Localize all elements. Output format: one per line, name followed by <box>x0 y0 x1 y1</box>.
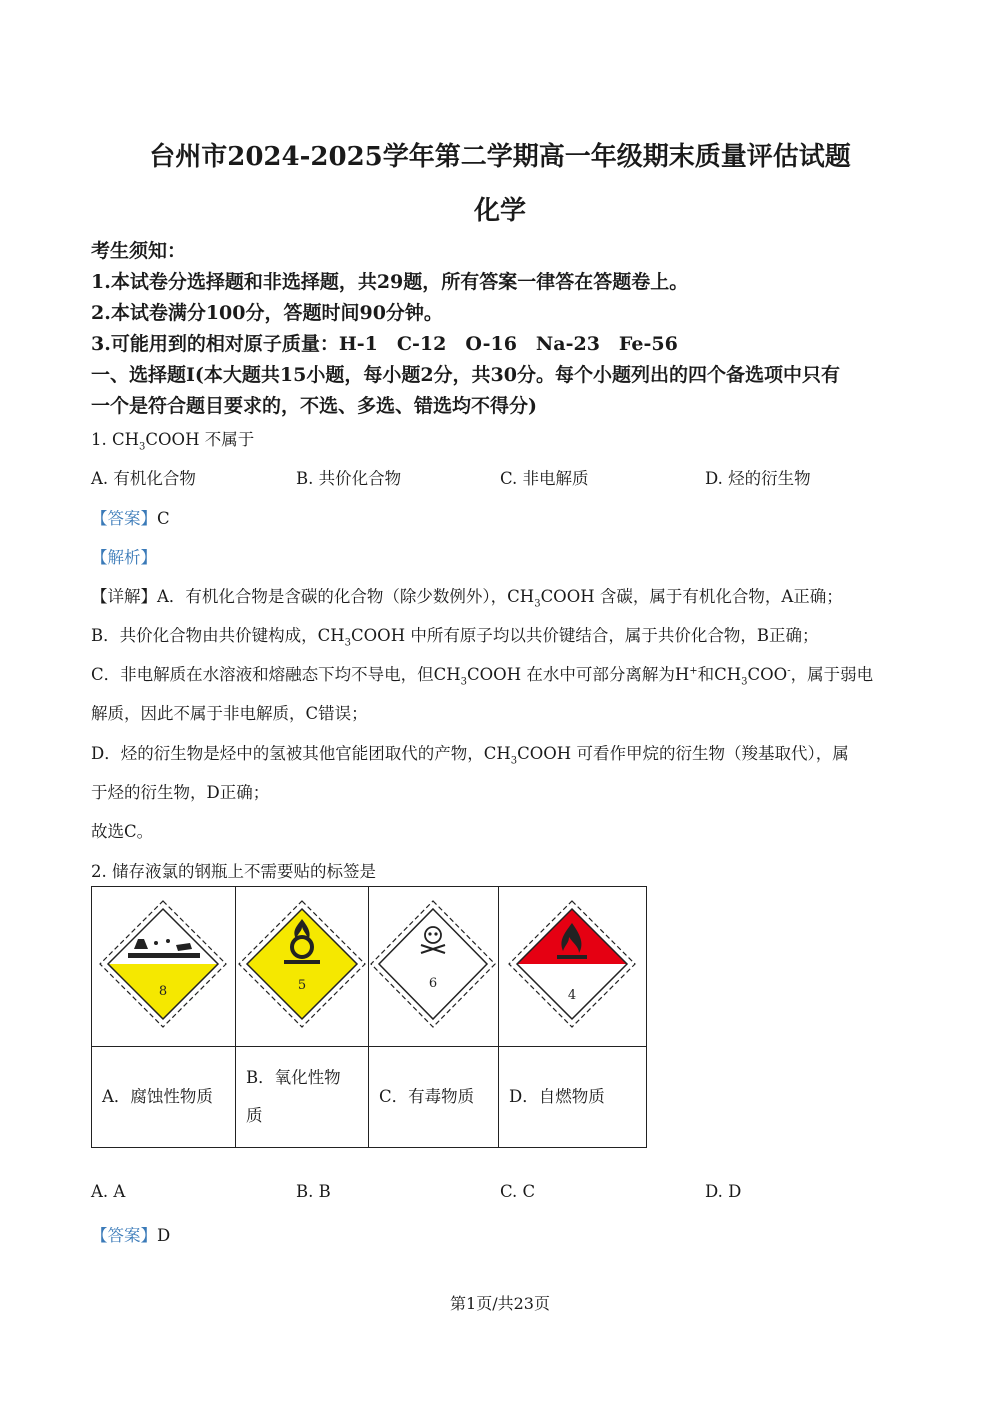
toxic-diamond-icon <box>369 887 498 1042</box>
q1-option-a: A. 有机化合物 <box>91 469 196 488</box>
label-number-6: 6 <box>428 976 438 991</box>
page-footer: 第1页/共23页 <box>450 1294 550 1313</box>
question-1-stem: 1. $CH_3COOH$ 不属于 <box>91 430 255 453</box>
notice-item-1: 1.本试卷分选择题和非选择题，共29题，所有答案一律答在答题卷上。 <box>91 271 689 293</box>
label-caption-d: D．自燃物质 <box>499 1047 647 1148</box>
q2-option-d: D. D <box>705 1182 742 1201</box>
section-heading-line1: 一、选择题I(本大题共15小题，每小题2分，共30分。每个小题列出的四个备选项中只有 <box>91 364 840 386</box>
label-cell-toxic <box>369 887 499 1047</box>
label-caption-c: C．有毒物质 <box>369 1047 499 1148</box>
q1-analysis-tag: 【解析】 <box>91 548 157 567</box>
label-number-8: 8 <box>158 984 168 999</box>
label-cell-oxidizer <box>236 887 369 1047</box>
q1-option-b: B. 共价化合物 <box>296 469 402 488</box>
notice-item-2: 2.本试卷满分100分，答题时间90分钟。 <box>91 302 443 324</box>
label-caption-a: A．腐蚀性物质 <box>92 1047 236 1148</box>
q2-option-b: B. B <box>296 1182 331 1201</box>
subject-title: 化学 <box>473 196 526 226</box>
q2-option-c: C. C <box>500 1182 536 1201</box>
label-cell-corrosive <box>92 887 236 1047</box>
q1-detail-line-1: 【详解】A．有机化合物是含碳的化合物（除少数例外），$CH_3COOH$ 含碳，属于有机化合物，A正确； <box>91 587 843 610</box>
question-2-stem: 2. 储存液氯的钢瓶上不需要贴的标签是 <box>91 862 376 881</box>
label-number-5: 5 <box>297 978 307 993</box>
q1-option-d: D. 烃的衍生物 <box>705 469 811 488</box>
q1-conclusion: 故选C。 <box>91 822 154 841</box>
page-title: 台州市2024-2025学年第二学期高一年级期末质量评估试题 <box>149 142 851 172</box>
notice-heading: 考生须知： <box>91 240 187 262</box>
q1-detail-line-2: B．共价化合物由共价键构成，$CH_3COOH$ 中所有原子均以共价键结合，属于共价化合物，B正确； <box>91 626 819 649</box>
label-number-4: 4 <box>567 988 577 1003</box>
q1-answer: 【答案】C <box>91 509 170 528</box>
q2-option-a: A. A <box>91 1182 126 1201</box>
notice-item-3: 3.可能用到的相对原子质量：H-1 C-12 O-16 Na-23 Fe-56 <box>91 333 678 355</box>
pyrophoric-diamond-icon <box>499 887 646 1042</box>
q1-detail-line-6: 于烃的衍生物，D正确； <box>91 783 270 802</box>
q1-detail-line-3: C．非电解质在水溶液和熔融态下均不导电，但$CH_3COOH$ 在水中可部分离解为H+和$CH_3COO^-$，属于弱电 <box>91 665 874 688</box>
q1-option-c: C. 非电解质 <box>500 469 589 488</box>
corrosive-diamond-icon <box>92 887 235 1042</box>
hazard-label-table <box>91 886 647 1148</box>
q2-answer: 【答案】D <box>91 1226 171 1245</box>
label-cell-pyrophoric <box>499 887 647 1047</box>
q1-detail-line-4: 解质，因此不属于非电解质，C错误； <box>91 704 368 723</box>
q1-detail-line-5: D．烃的衍生物是烃中的氢被其他官能团取代的产物，$CH_3COOH$ 可看作甲烷的衍生物（羧基取代），属 <box>91 744 849 767</box>
oxidizer-diamond-icon <box>236 887 368 1042</box>
section-heading-line2: 一个是符合题目要求的，不选、多选、错选均不得分) <box>91 395 537 417</box>
label-caption-b: B．氧化性物 质 <box>236 1047 369 1148</box>
